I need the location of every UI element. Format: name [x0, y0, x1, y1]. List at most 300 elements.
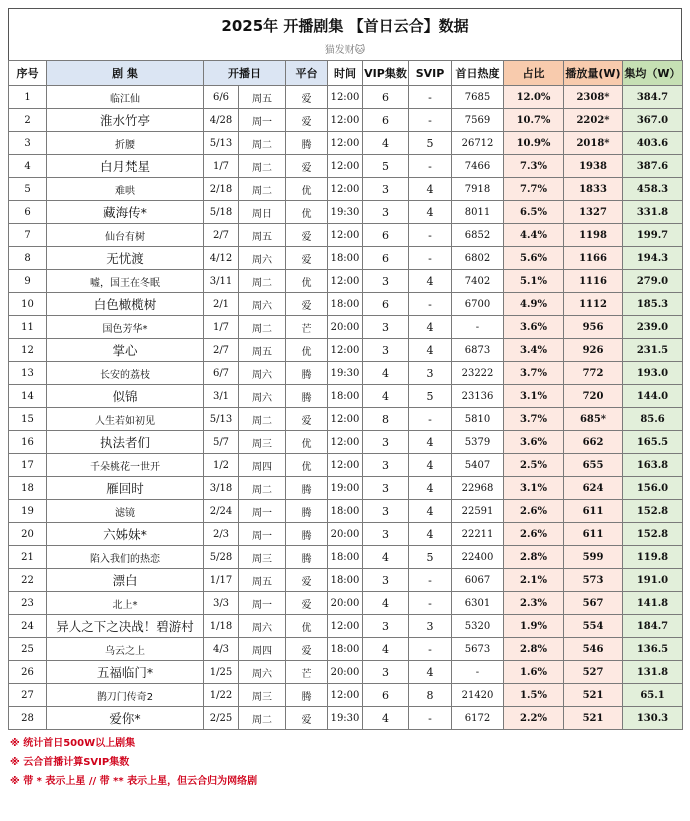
premiere-weekday: 周六	[239, 362, 286, 385]
play-count: 2202*	[564, 109, 623, 132]
row-number: 15	[9, 408, 47, 431]
row-number: 9	[9, 270, 47, 293]
platform: 爱	[286, 155, 328, 178]
premiere-date: 1/22	[204, 684, 239, 707]
row-number: 8	[9, 247, 47, 270]
row-number: 11	[9, 316, 47, 339]
premiere-weekday: 周一	[239, 523, 286, 546]
platform: 芒	[286, 316, 328, 339]
first-day-heat: 7918	[452, 178, 504, 201]
share: 3.4%	[504, 339, 564, 362]
share: 7.3%	[504, 155, 564, 178]
row-number: 1	[9, 86, 47, 109]
per-episode-average: 165.5	[623, 431, 683, 454]
premiere-date: 5/13	[204, 408, 239, 431]
play-count: 926	[564, 339, 623, 362]
platform: 爱	[286, 569, 328, 592]
play-count: 624	[564, 477, 623, 500]
share: 2.2%	[504, 707, 564, 730]
share: 3.6%	[504, 316, 564, 339]
drama-name: 北上*	[47, 592, 204, 615]
air-time: 19:30	[328, 362, 363, 385]
air-time: 20:00	[328, 661, 363, 684]
air-time: 19:30	[328, 201, 363, 224]
vip-episodes: 4	[363, 362, 409, 385]
row-number: 27	[9, 684, 47, 707]
drama-name: 六姊妹*	[47, 523, 204, 546]
row-number: 13	[9, 362, 47, 385]
row-number: 17	[9, 454, 47, 477]
premiere-weekday: 周五	[239, 339, 286, 362]
col-header-avg: 集均（W）	[623, 61, 683, 86]
table-row	[9, 385, 683, 408]
row-number: 24	[9, 615, 47, 638]
air-time: 12:00	[328, 155, 363, 178]
air-time: 12:00	[328, 109, 363, 132]
row-number: 14	[9, 385, 47, 408]
table-row	[9, 270, 683, 293]
first-day-heat: 5379	[452, 431, 504, 454]
vip-episodes: 8	[363, 408, 409, 431]
play-count: 685*	[564, 408, 623, 431]
premiere-date: 2/3	[204, 523, 239, 546]
col-header-svip: SVIP	[409, 61, 452, 86]
per-episode-average: 387.6	[623, 155, 683, 178]
premiere-weekday: 周一	[239, 500, 286, 523]
table-row	[9, 132, 683, 155]
premiere-date: 1/17	[204, 569, 239, 592]
share: 3.6%	[504, 431, 564, 454]
vip-episodes: 4	[363, 638, 409, 661]
svip-episodes: 4	[409, 477, 452, 500]
per-episode-average: 193.0	[623, 362, 683, 385]
share: 2.1%	[504, 569, 564, 592]
premiere-weekday: 周三	[239, 431, 286, 454]
air-time: 18:00	[328, 569, 363, 592]
vip-episodes: 3	[363, 477, 409, 500]
play-count: 2018*	[564, 132, 623, 155]
premiere-date: 1/18	[204, 615, 239, 638]
table-row	[9, 638, 683, 661]
col-header-plays: 播放量(W)	[564, 61, 623, 86]
share: 4.4%	[504, 224, 564, 247]
vip-episodes: 3	[363, 201, 409, 224]
drama-name: 鹊刀门传奇2	[47, 684, 204, 707]
share: 2.6%	[504, 500, 564, 523]
table-row	[9, 155, 683, 178]
row-number: 28	[9, 707, 47, 730]
premiere-weekday: 周五	[239, 224, 286, 247]
drama-name: 爱你*	[47, 707, 204, 730]
svip-episodes: 4	[409, 270, 452, 293]
premiere-weekday: 周二	[239, 316, 286, 339]
premiere-weekday: 周六	[239, 293, 286, 316]
col-header-platform: 平台	[286, 61, 328, 86]
play-count: 1938	[564, 155, 623, 178]
premiere-weekday: 周三	[239, 546, 286, 569]
per-episode-average: 194.3	[623, 247, 683, 270]
platform: 腾	[286, 500, 328, 523]
first-day-heat: 6172	[452, 707, 504, 730]
vip-episodes: 4	[363, 385, 409, 408]
platform: 爱	[286, 707, 328, 730]
drama-name: 异人之下之决战！碧游村	[47, 615, 204, 638]
table-row	[9, 454, 683, 477]
premiere-date: 2/24	[204, 500, 239, 523]
per-episode-average: 239.0	[623, 316, 683, 339]
play-count: 2308*	[564, 86, 623, 109]
play-count: 527	[564, 661, 623, 684]
table-row	[9, 707, 683, 730]
share: 1.6%	[504, 661, 564, 684]
platform: 爱	[286, 247, 328, 270]
vip-episodes: 3	[363, 270, 409, 293]
platform: 腾	[286, 477, 328, 500]
vip-episodes: 6	[363, 109, 409, 132]
play-count: 1116	[564, 270, 623, 293]
row-number: 7	[9, 224, 47, 247]
platform: 优	[286, 201, 328, 224]
platform: 腾	[286, 684, 328, 707]
air-time: 12:00	[328, 270, 363, 293]
drama-name: 长安的荔枝	[47, 362, 204, 385]
share: 3.7%	[504, 408, 564, 431]
play-count: 567	[564, 592, 623, 615]
premiere-date: 2/1	[204, 293, 239, 316]
premiere-weekday: 周二	[239, 178, 286, 201]
air-time: 19:30	[328, 707, 363, 730]
per-episode-average: 403.6	[623, 132, 683, 155]
table-header-row	[9, 61, 683, 86]
table-row	[9, 224, 683, 247]
svip-episodes: 4	[409, 201, 452, 224]
air-time: 12:00	[328, 615, 363, 638]
col-header-heat: 首日热度	[452, 61, 504, 86]
platform: 优	[286, 178, 328, 201]
premiere-date: 4/28	[204, 109, 239, 132]
table-row	[9, 339, 683, 362]
premiere-date: 3/18	[204, 477, 239, 500]
air-time: 12:00	[328, 339, 363, 362]
table-row	[9, 86, 683, 109]
table-row	[9, 523, 683, 546]
drama-name: 五福临门*	[47, 661, 204, 684]
share: 6.5%	[504, 201, 564, 224]
vip-episodes: 3	[363, 661, 409, 684]
per-episode-average: 136.5	[623, 638, 683, 661]
premiere-weekday: 周六	[239, 247, 286, 270]
premiere-weekday: 周六	[239, 615, 286, 638]
first-day-heat: 7466	[452, 155, 504, 178]
vip-episodes: 3	[363, 316, 409, 339]
svip-episodes: -	[409, 224, 452, 247]
platform: 腾	[286, 523, 328, 546]
svip-episodes: 4	[409, 523, 452, 546]
premiere-weekday: 周二	[239, 270, 286, 293]
table-row	[9, 362, 683, 385]
svip-episodes: -	[409, 109, 452, 132]
vip-episodes: 4	[363, 546, 409, 569]
table-row	[9, 408, 683, 431]
vip-episodes: 4	[363, 592, 409, 615]
premiere-weekday: 周二	[239, 408, 286, 431]
share: 2.3%	[504, 592, 564, 615]
vip-episodes: 6	[363, 247, 409, 270]
premiere-weekday: 周三	[239, 684, 286, 707]
first-day-heat: 5810	[452, 408, 504, 431]
vip-episodes: 4	[363, 132, 409, 155]
svip-episodes: -	[409, 247, 452, 270]
drama-name: 白色橄榄树	[47, 293, 204, 316]
platform: 爱	[286, 638, 328, 661]
premiere-weekday: 周五	[239, 86, 286, 109]
drama-name: 陷入我们的热恋	[47, 546, 204, 569]
play-count: 611	[564, 500, 623, 523]
data-sheet	[8, 8, 682, 791]
per-episode-average: 191.0	[623, 569, 683, 592]
share: 7.7%	[504, 178, 564, 201]
vip-episodes: 3	[363, 523, 409, 546]
premiere-weekday: 周二	[239, 155, 286, 178]
share: 2.5%	[504, 454, 564, 477]
drama-name: 国色芳华*	[47, 316, 204, 339]
play-count: 1833	[564, 178, 623, 201]
premiere-weekday: 周一	[239, 109, 286, 132]
platform: 优	[286, 615, 328, 638]
table-row	[9, 201, 683, 224]
vip-episodes: 3	[363, 339, 409, 362]
drama-name: 仙台有树	[47, 224, 204, 247]
premiere-date: 1/7	[204, 155, 239, 178]
drama-name: 雁回时	[47, 477, 204, 500]
play-count: 521	[564, 707, 623, 730]
row-number: 19	[9, 500, 47, 523]
table-row	[9, 316, 683, 339]
premiere-date: 5/13	[204, 132, 239, 155]
sheet-title: 2025年 开播剧集 【首日云合】数据	[221, 17, 469, 35]
first-day-heat: 7685	[452, 86, 504, 109]
svip-episodes: 3	[409, 615, 452, 638]
premiere-date: 5/28	[204, 546, 239, 569]
row-number: 2	[9, 109, 47, 132]
first-day-heat: 8011	[452, 201, 504, 224]
platform: 优	[286, 454, 328, 477]
drama-name: 千朵桃花一世开	[47, 454, 204, 477]
per-episode-average: 367.0	[623, 109, 683, 132]
premiere-weekday: 周日	[239, 201, 286, 224]
per-episode-average: 163.8	[623, 454, 683, 477]
play-count: 655	[564, 454, 623, 477]
play-count: 772	[564, 362, 623, 385]
drama-name: 临江仙	[47, 86, 204, 109]
play-count: 546	[564, 638, 623, 661]
vip-episodes: 3	[363, 569, 409, 592]
share: 4.9%	[504, 293, 564, 316]
per-episode-average: 130.3	[623, 707, 683, 730]
per-episode-average: 279.0	[623, 270, 683, 293]
premiere-weekday: 周六	[239, 661, 286, 684]
per-episode-average: 144.0	[623, 385, 683, 408]
platform: 爱	[286, 592, 328, 615]
table-row	[9, 109, 683, 132]
col-header-vip: VIP集数	[363, 61, 409, 86]
air-time: 18:00	[328, 247, 363, 270]
share: 10.9%	[504, 132, 564, 155]
premiere-date: 1/7	[204, 316, 239, 339]
first-day-heat: 6301	[452, 592, 504, 615]
table-row	[9, 477, 683, 500]
premiere-weekday: 周六	[239, 385, 286, 408]
row-number: 3	[9, 132, 47, 155]
svip-episodes: -	[409, 293, 452, 316]
air-time: 12:00	[328, 224, 363, 247]
per-episode-average: 85.6	[623, 408, 683, 431]
vip-episodes: 5	[363, 155, 409, 178]
premiere-weekday: 周四	[239, 454, 286, 477]
row-number: 18	[9, 477, 47, 500]
per-episode-average: 199.7	[623, 224, 683, 247]
air-time: 18:00	[328, 385, 363, 408]
svip-episodes: 5	[409, 132, 452, 155]
col-header-time: 时间	[328, 61, 363, 86]
footnote: ※ 云合首播计算SVIP集数	[10, 757, 130, 768]
first-day-heat: 7402	[452, 270, 504, 293]
vip-episodes: 3	[363, 615, 409, 638]
air-time: 20:00	[328, 592, 363, 615]
premiere-weekday: 周二	[239, 707, 286, 730]
per-episode-average: 119.8	[623, 546, 683, 569]
first-day-heat: 21420	[452, 684, 504, 707]
platform: 爱	[286, 109, 328, 132]
row-number: 6	[9, 201, 47, 224]
first-day-heat: 5673	[452, 638, 504, 661]
play-count: 573	[564, 569, 623, 592]
svip-episodes: -	[409, 408, 452, 431]
first-day-heat: -	[452, 316, 504, 339]
drama-name: 似锦	[47, 385, 204, 408]
svip-episodes: -	[409, 155, 452, 178]
per-episode-average: 184.7	[623, 615, 683, 638]
table-row	[9, 500, 683, 523]
share: 1.9%	[504, 615, 564, 638]
play-count: 599	[564, 546, 623, 569]
play-count: 720	[564, 385, 623, 408]
drama-name: 滤镜	[47, 500, 204, 523]
play-count: 1327	[564, 201, 623, 224]
air-time: 12:00	[328, 431, 363, 454]
vip-episodes: 3	[363, 178, 409, 201]
per-episode-average: 156.0	[623, 477, 683, 500]
col-header-name: 剧 集	[47, 61, 204, 86]
first-day-heat: 22211	[452, 523, 504, 546]
svip-episodes: 8	[409, 684, 452, 707]
platform: 优	[286, 270, 328, 293]
platform: 爱	[286, 224, 328, 247]
air-time: 19:00	[328, 477, 363, 500]
first-day-heat: 23136	[452, 385, 504, 408]
svip-episodes: 4	[409, 339, 452, 362]
svip-episodes: 3	[409, 362, 452, 385]
air-time: 18:00	[328, 500, 363, 523]
drama-name: 掌心	[47, 339, 204, 362]
platform: 爱	[286, 293, 328, 316]
per-episode-average: 65.1	[623, 684, 683, 707]
row-number: 25	[9, 638, 47, 661]
share: 5.6%	[504, 247, 564, 270]
air-time: 12:00	[328, 86, 363, 109]
footnote: ※ 带 * 表示上星 // 带 ** 表示上星，但云合归为网络剧	[10, 776, 258, 787]
svip-episodes: -	[409, 638, 452, 661]
premiere-date: 2/7	[204, 339, 239, 362]
drama-name: 难哄	[47, 178, 204, 201]
drama-name: 执法者们	[47, 431, 204, 454]
per-episode-average: 331.8	[623, 201, 683, 224]
svip-episodes: 4	[409, 454, 452, 477]
row-number: 10	[9, 293, 47, 316]
table-row	[9, 247, 683, 270]
first-day-heat: 22968	[452, 477, 504, 500]
vip-episodes: 6	[363, 224, 409, 247]
platform: 腾	[286, 362, 328, 385]
share: 10.7%	[504, 109, 564, 132]
share: 1.5%	[504, 684, 564, 707]
premiere-date: 6/7	[204, 362, 239, 385]
drama-name: 藏海传*	[47, 201, 204, 224]
drama-name: 白月梵星	[47, 155, 204, 178]
per-episode-average: 185.3	[623, 293, 683, 316]
premiere-date: 3/1	[204, 385, 239, 408]
first-day-heat: 6067	[452, 569, 504, 592]
first-day-heat: 26712	[452, 132, 504, 155]
first-day-heat: 5407	[452, 454, 504, 477]
air-time: 12:00	[328, 178, 363, 201]
premiere-date: 2/25	[204, 707, 239, 730]
drama-name: 淮水竹亭	[47, 109, 204, 132]
vip-episodes: 3	[363, 500, 409, 523]
vip-episodes: 3	[363, 454, 409, 477]
drama-name: 漂白	[47, 569, 204, 592]
svip-episodes: 4	[409, 431, 452, 454]
play-count: 956	[564, 316, 623, 339]
platform: 芒	[286, 661, 328, 684]
air-time: 18:00	[328, 546, 363, 569]
vip-episodes: 4	[363, 707, 409, 730]
air-time: 18:00	[328, 638, 363, 661]
first-day-heat: -	[452, 661, 504, 684]
per-episode-average: 152.8	[623, 523, 683, 546]
premiere-weekday: 周一	[239, 592, 286, 615]
premiere-date: 2/18	[204, 178, 239, 201]
svip-episodes: 5	[409, 385, 452, 408]
first-day-heat: 22591	[452, 500, 504, 523]
share: 2.8%	[504, 546, 564, 569]
premiere-weekday: 周四	[239, 638, 286, 661]
premiere-weekday: 周五	[239, 569, 286, 592]
play-count: 554	[564, 615, 623, 638]
first-day-heat: 6802	[452, 247, 504, 270]
row-number: 21	[9, 546, 47, 569]
share: 2.8%	[504, 638, 564, 661]
first-day-heat: 23222	[452, 362, 504, 385]
drama-name: 嘘，国王在冬眠	[47, 270, 204, 293]
first-day-heat: 6873	[452, 339, 504, 362]
row-number: 23	[9, 592, 47, 615]
air-time: 12:00	[328, 408, 363, 431]
table-row	[9, 684, 683, 707]
air-time: 20:00	[328, 523, 363, 546]
table-row	[9, 178, 683, 201]
per-episode-average: 231.5	[623, 339, 683, 362]
